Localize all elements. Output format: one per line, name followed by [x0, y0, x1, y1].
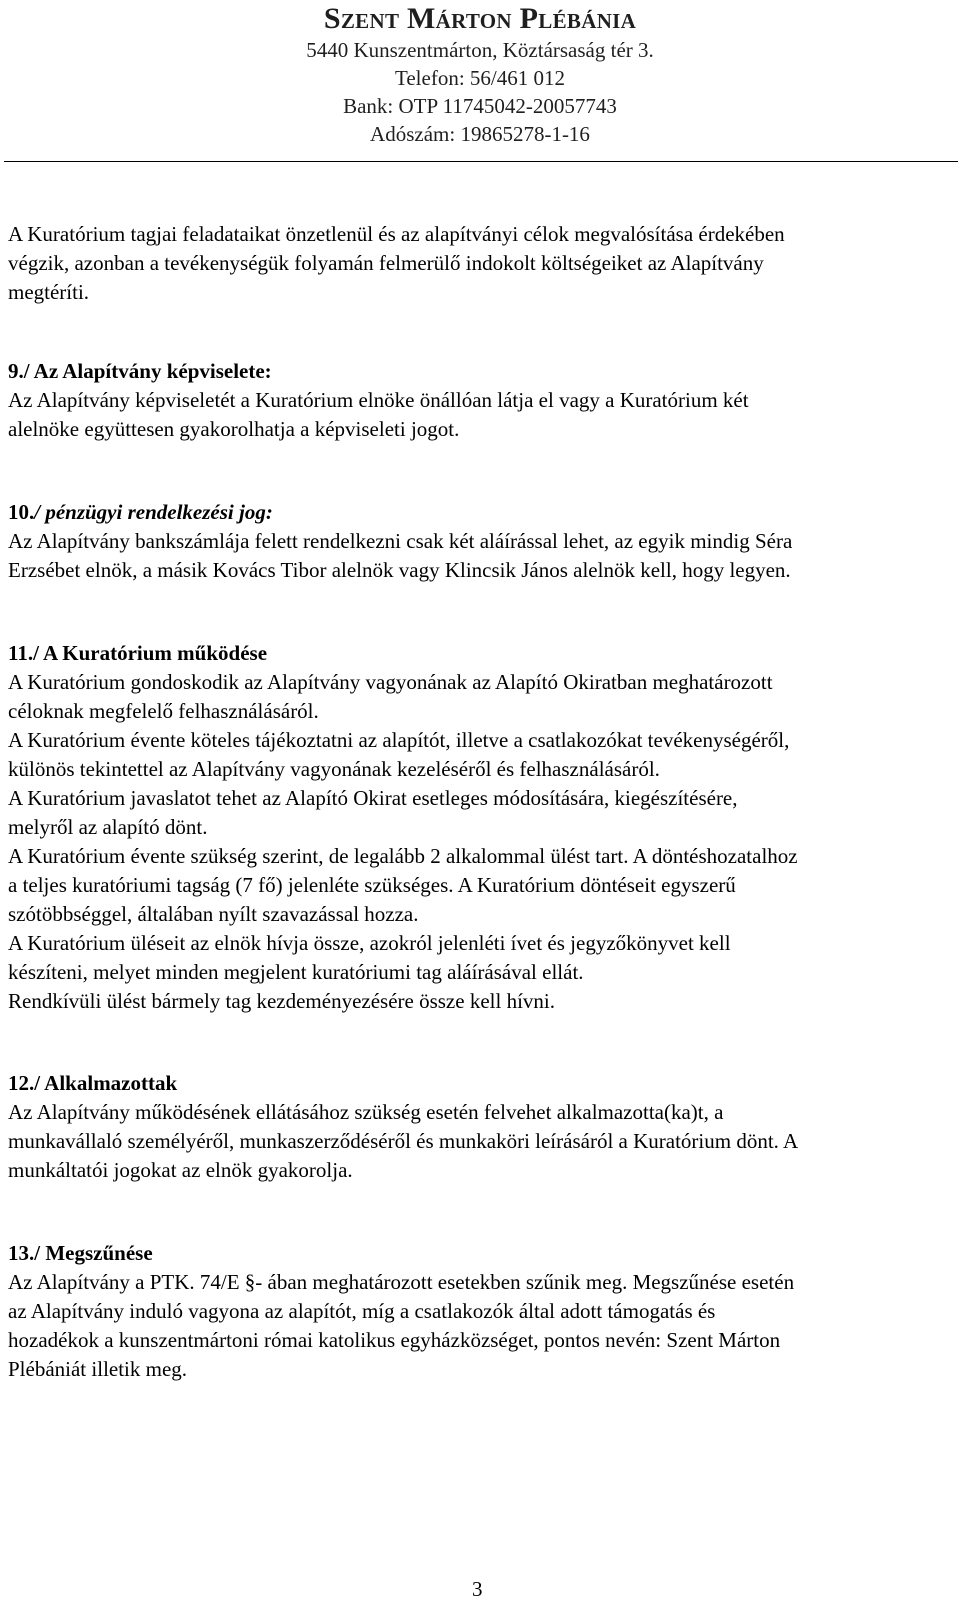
section-11-line: Rendkívüli ülést bármely tag kezdeményezésére össze kell hívni. [8, 989, 555, 1013]
section-12-heading: 12./ Alkalmazottak [8, 1071, 178, 1095]
section-13-heading: 13./ Megszűnése [8, 1241, 153, 1265]
section-11-line: A Kuratórium üléseit az elnök hívja össze, azokról jelenléti ívet és jegyzőkönyvet kell [8, 931, 731, 955]
section-10-line-1: Az Alapítvány bankszámlája felett rendelkezni csak két aláírással lehet, az egyik mindig Séra [8, 529, 793, 553]
section-11-line: szótöbbséggel, általában nyílt szavazással hozza. [8, 902, 419, 926]
section-11-heading: 11./ A Kuratórium működése [8, 641, 268, 665]
section-10-title: / pénzügyi rendelkezési jog: [34, 500, 273, 524]
intro-line-1: A Kuratórium tagjai feladataikat önzetlenül és az alapítványi célok megvalósítása érdekében [8, 222, 785, 246]
section-12-line: munkáltatói jogokat az elnök gyakorolja. [8, 1158, 353, 1182]
section-11-line: melyről az alapító dönt. [8, 815, 208, 839]
section-11-line: céloknak megfelelő felhasználásáról. [8, 699, 319, 723]
parish-title: Szent Márton Plébánia [323, 2, 637, 35]
section-9-heading: 9./ Az Alapítvány képviselete: [8, 359, 272, 383]
section-13-line: Az Alapítvány a PTK. 74/E §- ában meghatározott esetekben szűnik meg. Megszűnése esetén [8, 1270, 795, 1294]
section-13-line: Plébániát illetik meg. [8, 1357, 188, 1381]
header-divider [4, 161, 958, 162]
section-11-line: A Kuratórium évente szükség szerint, de legalább 2 alkalommal ülést tart. A döntéshozatalhoz [8, 844, 798, 868]
section-11-line: a teljes kuratóriumi tagság (7 fő) jelenléte szükséges. A Kuratórium döntéseit egyszerű [8, 873, 736, 897]
section-10-heading [8, 500, 273, 525]
address: 5440 Kunszentmárton, Köztársaság tér 3. [306, 38, 654, 62]
section-9-line-2: alelnöke együttesen gyakorolhatja a képviseleti jogot. [8, 417, 460, 441]
section-13-line: az Alapítvány induló vagyona az alapítót, míg a csatlakozók által adott támogatás és [8, 1299, 716, 1323]
tax-number: Adószám: 19865278-1-16 [370, 122, 590, 146]
section-11-line: A Kuratórium gondoskodik az Alapítvány vagyonának az Alapító Okiratban meghatározott [8, 670, 773, 694]
section-11-line: készíteni, melyet minden megjelent kuratóriumi tag aláírásával ellát. [8, 960, 584, 984]
intro-line-2: végzik, azonban a tevékenységük folyamán felmerülő indokolt költségeiket az Alapítvány [8, 251, 764, 275]
section-12-line: munkavállaló személyéről, munkaszerződéséről és munkaköri leírásáról a Kuratórium dönt. A [8, 1129, 799, 1153]
section-11-line: A Kuratórium javaslatot tehet az Alapító Okirat esetleges módosítására, kiegészítésére, [8, 786, 738, 810]
bank-account: Bank: OTP 11745042-20057743 [343, 94, 617, 118]
section-12-line: Az Alapítvány működésének ellátásához szükség esetén felvehet alkalmazotta(ka)t, a [8, 1100, 724, 1124]
phone: Telefon: 56/461 012 [395, 66, 565, 90]
section-11-line: A Kuratórium évente köteles tájékoztatni az alapítót, illetve a csatlakozókat tevékenységéről, [8, 728, 790, 752]
section-10-number: 10. [8, 500, 35, 524]
section-13-line: hozadékok a kunszentmártoni római katolikus egyházközséget, pontos nevén: Szent Márton [8, 1328, 781, 1352]
page-number: 3 [472, 1577, 483, 1601]
section-11-line: különös tekintettel az Alapítvány vagyonának kezeléséről és felhasználásáról. [8, 757, 660, 781]
section-10-line-2: Erzsébet elnök, a másik Kovács Tibor alelnök vagy Klincsik János alelnök kell, hogy legyen. [8, 558, 791, 582]
intro-line-3: megtéríti. [8, 280, 90, 304]
section-9-line-1: Az Alapítvány képviseletét a Kuratórium elnöke önállóan látja el vagy a Kuratórium két [8, 388, 749, 412]
